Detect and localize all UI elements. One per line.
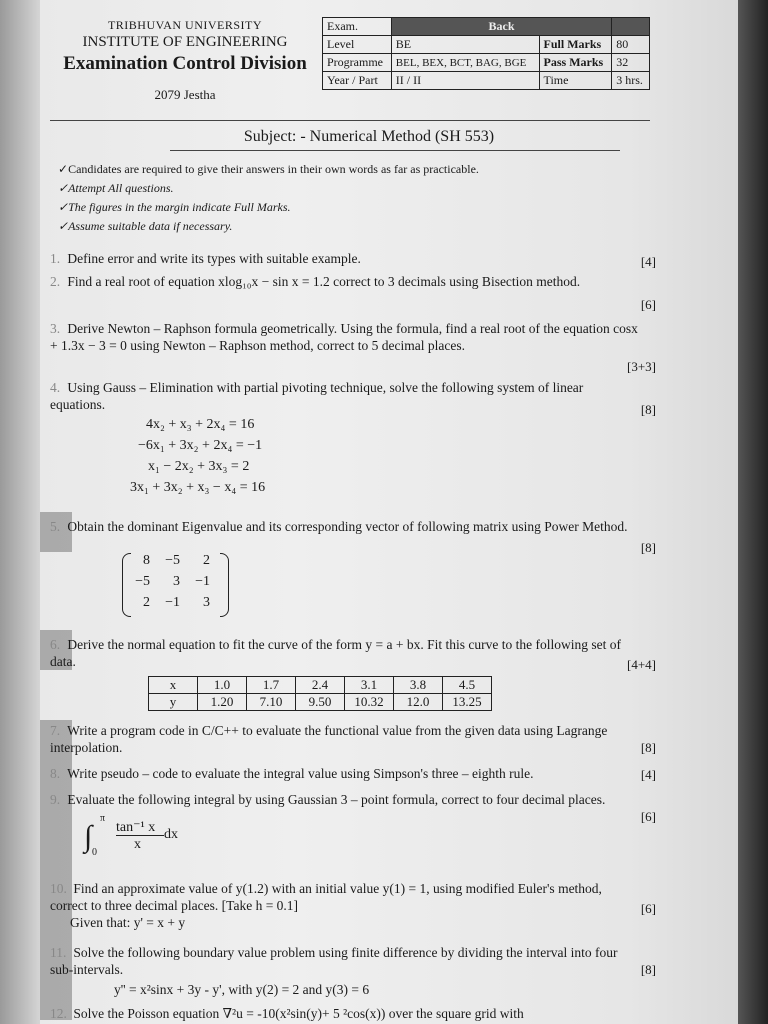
question-text: Solve the following boundary value problem using finite difference by dividing the interval into four sub-intervals. [50, 945, 618, 977]
question-marks: [4] [640, 767, 656, 782]
integral-sign: ∫ [84, 820, 93, 853]
exam-session: 2079 Jestha [154, 87, 216, 102]
question-marks: [3+3] [627, 359, 656, 374]
question-2: 2. Find a real root of equation xlog₁₀x − sin x = 1.2 correct to 3 decimals using Bisection method. [50, 274, 581, 289]
subject-rule [170, 150, 620, 151]
exam-label: Exam. [323, 18, 392, 36]
year-value: II / II [391, 72, 539, 90]
university-name: TRIBHUVAN UNIVERSITY [107, 18, 263, 32]
page-binding-shadow [0, 0, 40, 1024]
left-bracket [122, 553, 131, 617]
header-block [50, 18, 320, 103]
question-marks: [8] [640, 962, 656, 977]
question-text: Write pseudo – code to evaluate the integral value using Simpson's three – eighth rule. [67, 766, 534, 781]
question-equation: y'' = x²sinx + 3y - y', with y(2) = 2 and y(3) = 6 [114, 982, 370, 997]
question-marks: [8] [640, 740, 656, 755]
instructions-list [58, 160, 479, 236]
equation-system [130, 414, 266, 498]
institute-name: INSTITUTE OF ENGINEERING [82, 34, 288, 50]
table-row: y 1.20 7.10 9.50 10.32 12.0 13.25 [149, 694, 492, 711]
question-text: Derive Newton – Raphson formula geometrically. Using the formula, find a real root of the equation cosx + 1.3x − 3 = 0 using Newton – Raphson method, correct to 5 decimal places. [50, 321, 638, 353]
instruction-item: ✓ Candidates are required to give their answers in their own words as far as practicable. [58, 160, 479, 179]
question-10: 10. Find an approximate value of y(1.2) with an initial value y(1) = 1, using modified Euler's method, correct to three decimal places. [Take h = 0.1] Given that: y' = x + y [50, 880, 640, 931]
division-name: Examination Control Division [63, 53, 307, 74]
exam-value: Back [391, 18, 611, 36]
exam-meta-table [322, 17, 650, 90]
question-3: 3. Derive Newton – Raphson formula geometrically. Using the formula, find a real root of the equation cosx + 1.3x − 3 = 0 using Newton – Raphson method, correct to 5 decimal places. [50, 321, 638, 353]
programme-label: Programme [323, 54, 392, 72]
matrix [122, 553, 210, 616]
question-text: Derive the normal equation to fit the curve of the form y = a + bx. Fit this curve to the following set of data. [50, 637, 621, 669]
page-edge-shadow [738, 0, 768, 1024]
question-text: Find an approximate value of y(1.2) with an initial value y(1) = 1, using modified Euler's method, correct to three decimal places. [Take h = 0.1] [50, 881, 602, 913]
question-7: 7. Write a program code in C/C++ to evaluate the functional value from the given data using Lagrange interpolation. [50, 723, 608, 755]
question-text: Using Gauss – Elimination with partial pivoting technique, solve the following system of linear equations. [50, 380, 584, 412]
question-1: 1. Define error and write its types with suitable example. [50, 251, 361, 266]
matrix-row: 2 −1 3 [143, 595, 210, 610]
table-row: x 1.0 1.7 2.4 3.1 3.8 4.5 [149, 677, 492, 694]
question-marks: [8] [640, 540, 656, 555]
instruction-item: ✓ Attempt All questions. [58, 179, 479, 198]
header-rule [50, 120, 650, 121]
question-11: 11. Solve the following boundary value problem using finite difference by dividing the interval into four sub-intervals. y'' = x²sinx + 3y - y', with y(2) = 2 and y(3) = 6 [50, 944, 640, 998]
right-bracket [220, 553, 229, 617]
time-value: 3 hrs. [612, 72, 650, 90]
instruction-item: ✓ Assume suitable data if necessary. [58, 217, 479, 236]
data-table [148, 676, 492, 711]
question-marks: [6] [640, 809, 656, 824]
full-marks-value: 80 [612, 36, 650, 54]
question-marks: [4] [640, 254, 656, 269]
question-marks: [4+4] [627, 657, 656, 672]
instruction-item: ✓ The figures in the margin indicate Full Marks. [58, 198, 479, 217]
pass-marks-value: 32 [612, 54, 650, 72]
question-text: Solve the Poisson equation ∇²u = -10(x²sin(y)+ 5 ²cos(x)) over the square grid with [73, 1006, 524, 1021]
level-label: Level [323, 36, 392, 54]
time-label: Time [539, 72, 612, 90]
question-5: 5. Obtain the dominant Eigenvalue and its corresponding vector of following matrix using Power Method. [50, 519, 628, 534]
matrix-row: 8 −5 2 [143, 553, 210, 568]
equation: x₁ − 2x₂ + 3x₃ = 2 [148, 459, 250, 474]
equation: 3x₁ + 3x₂ + x₃ − x₄ = 16 [130, 480, 266, 495]
question-marks: [8] [640, 402, 656, 417]
exam-page: TRIBHUVAN UNIVERSITY INSTITUTE OF ENGINEERING Examination Control Division 2079 Jestha Exam. Back Level BE Full Marks 80 Programme BEL, BEX, BCT, BAG, BGE Pass Marks 32 Year / Part II / II Time 3 hrs. Subject: - Numerical Method (SH 553) ✓ Candidates are required to give their answers in their own words as far as practicable. ✓ Attempt All questions. ✓ The figures in the margin indicate Full Marks. ✓ Assume suitable data if necessary. 1. Define error and write its types with suitable example. [4] 2. Find a real root of equation xlog₁₀x − sin x = 1.2 correct to 3 decimals using Bisection method. [6] 3. Derive Newton – Raphson formula geometrically. Using the formula, find a real root of the equation cosx + 1.3x − 3 = 0 using Newton – Raphson method, correct to 5 decimal places. [3+3] 4. Using Gauss – Elimination with partial pivoting technique, solve the following system of linear equations. [8] 4x₂ + x₃ + 2x₄ = 16 −6x₁ + 3x₂ + 2x₄ = −1 x₁ − 2x₂ + 3x₃ = 2 3x₁ + 3x₂ + x₃ − x₄ = 16 5. Obtain the dominant Eigenvalue and its corresponding vector of following matrix using Power Method. [8] 8 −5 2 −5 3 −1 2 −1 3 6. Derive the normal equation to fit the curve of the form y = a + bx. Fit this curve to the following set of data. [4+4] x 1.0 1.7 2.4 3.1 3.8 4.5 y 1.20 7.10 9.50 10.32 12.0 13.25 7. Write a program code in C/C++ to evaluate the functional value from the given data using Lagrange interpolation. [8] 8. Write pseudo – code to evaluate the integral value using Simpson's three – eighth rule. [4] 9. Evaluate the following integral by using Gaussian 3 – point formula, correct to four decimal places. [6] ∫ π 0 tan⁻¹ x x dx 10. Find an approximate value of y(1.2) with an initial value y(1) = 1, using modified Euler's method, correct to three decimal places. [Take h = 0.1] Given that: y' = x + y [6] 11. Solve the following boundary value problem using finite difference by dividing the interval into four sub-intervals. y'' = x²sinx + 3y - y', with y(2) = 2 and y(3) = 6 [8] 12. Solve the Poisson equation ∇²u = -10(x²sin(y)+ 5 ²cos(x)) over the square grid with [0, 0, 738, 1024]
question-text: Find a real root of equation xlog₁₀x − sin x = 1.2 correct to 3 decimals using Bisection method. [67, 274, 581, 289]
question-6: 6. Derive the normal equation to fit the curve of the form y = a + bx. Fit this curve to the following set of data. [50, 637, 621, 669]
question-text: Define error and write its types with suitable example. [67, 251, 361, 266]
question-4: 4. Using Gauss – Elimination with partial pivoting technique, solve the following system of linear equations. [50, 380, 584, 412]
equation: −6x₁ + 3x₂ + 2x₄ = −1 [138, 438, 263, 453]
question-text: Evaluate the following integral by using Gaussian 3 – point formula, correct to four decimal places. [67, 792, 606, 807]
question-text: Write a program code in C/C++ to evaluate the functional value from the given data using Lagrange interpolation. [50, 723, 608, 755]
question-9: 9. Evaluate the following integral by using Gaussian 3 – point formula, correct to four decimal places. [50, 792, 606, 807]
question-text: Obtain the dominant Eigenvalue and its corresponding vector of following matrix using Power Method. [67, 519, 628, 534]
question-marks: [6] [640, 901, 656, 916]
equation: 4x₂ + x₃ + 2x₄ = 16 [146, 417, 255, 432]
question-marks: [6] [640, 297, 656, 312]
question-12: 12. Solve the Poisson equation ∇²u = -10(x²sin(y)+ 5 ²cos(x)) over the square grid with [50, 1006, 524, 1021]
question-given: Given that: y' = x + y [70, 915, 186, 930]
matrix-row: −5 3 −1 [135, 574, 210, 589]
year-label: Year / Part [323, 72, 392, 90]
subject-title: Subject: - Numerical Method (SH 553) [243, 128, 495, 145]
full-marks-label: Full Marks [539, 36, 612, 54]
pass-marks-label: Pass Marks [539, 54, 612, 72]
level-value: BE [391, 36, 539, 54]
question-8: 8. Write pseudo – code to evaluate the integral value using Simpson's three – eighth rule. [50, 766, 534, 781]
programme-value: BEL, BEX, BCT, BAG, BGE [391, 54, 539, 72]
